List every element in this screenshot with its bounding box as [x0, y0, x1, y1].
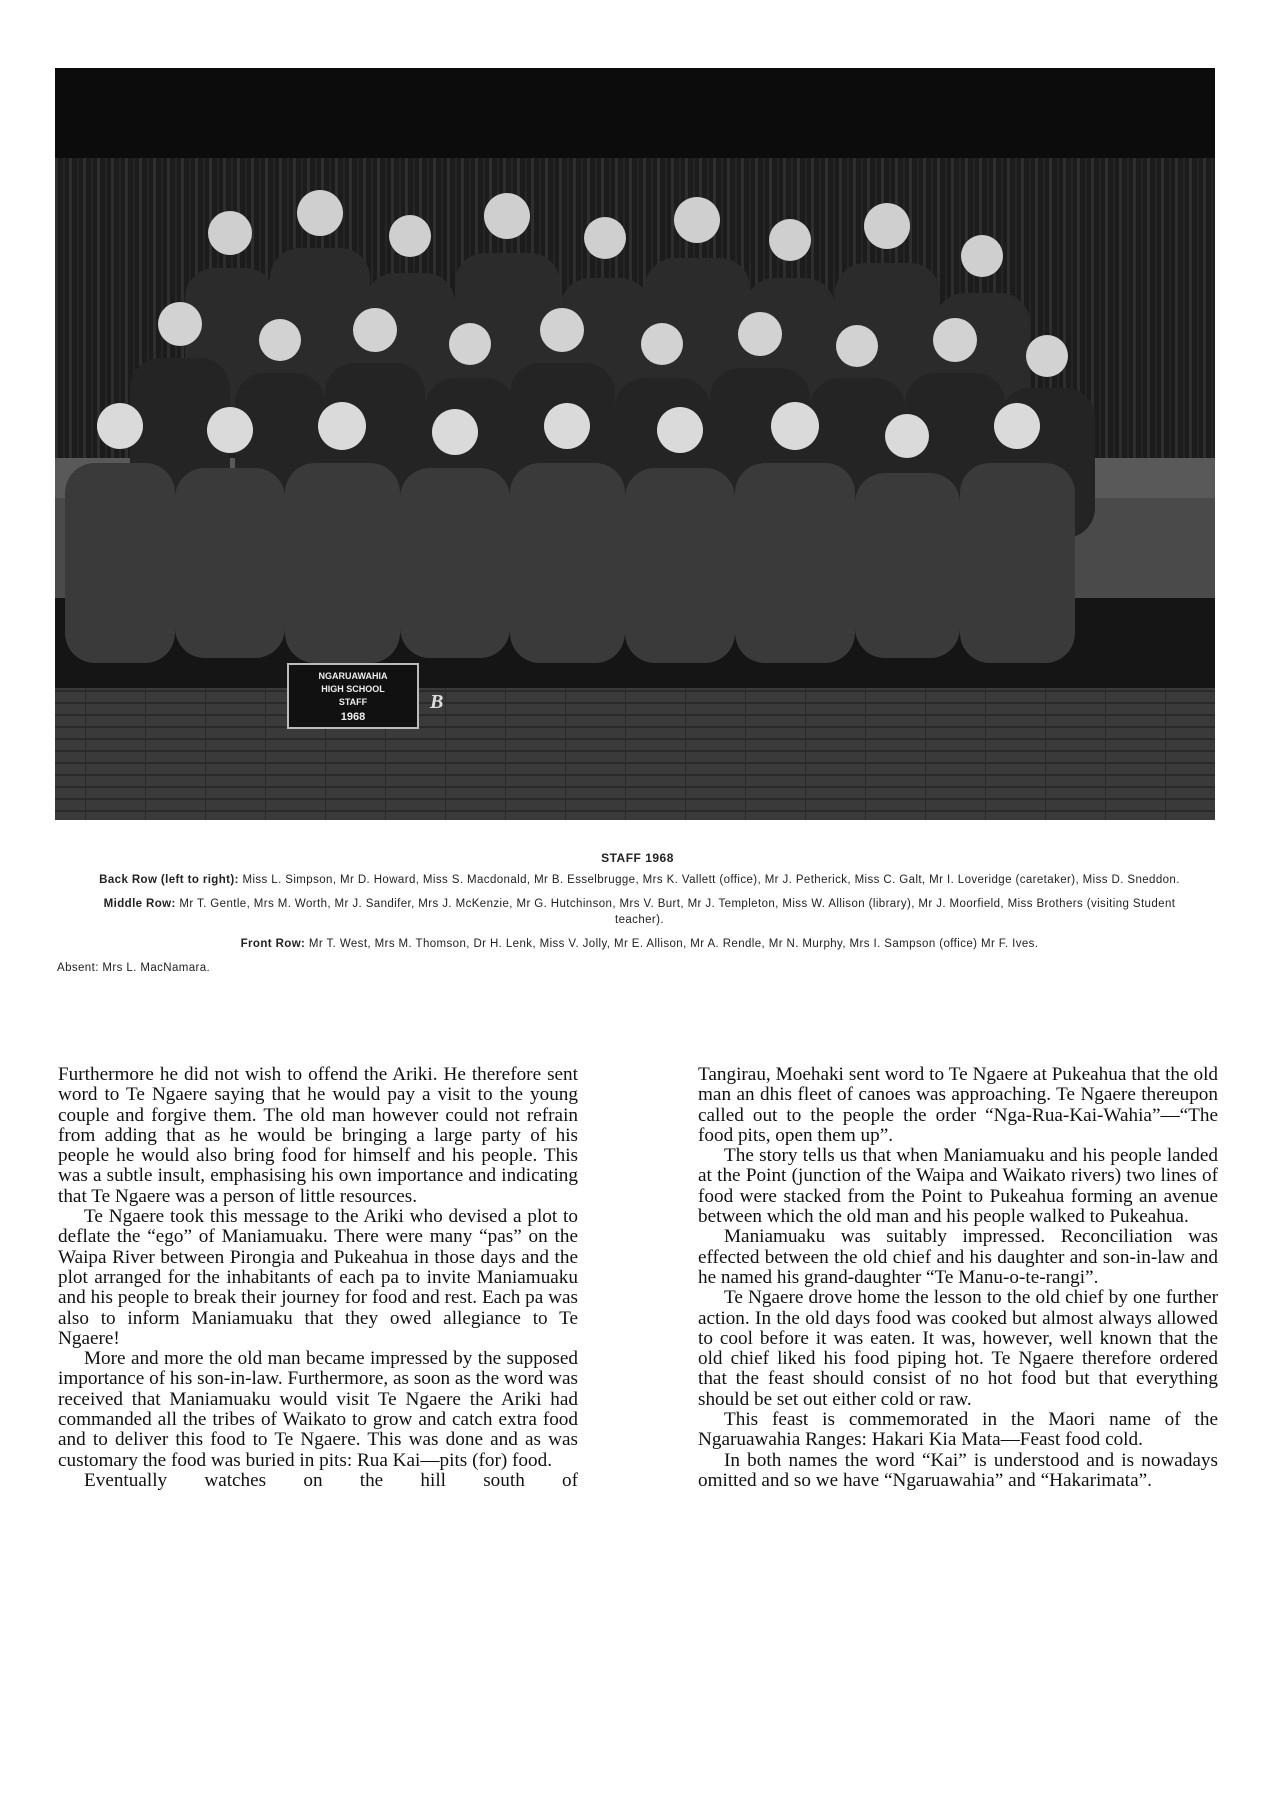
- front-row-names: Mr T. West, Mrs M. Thomson, Dr H. Lenk, Miss V. Jolly, Mr E. Allison, Mr A. Rendle, Mr N. Murphy, Mrs I. Sampson (office) Mr F. Ives.: [308, 938, 1039, 950]
- right-paragraph-2: The story tells us that when Maniamuaku and his people landed at the Point (junction of the Waipa and Waikato rivers) two lines of food were stacked from the Point to Pukeahua forming an avenue between which the old man and his people walked to Pukeahua.: [698, 1145, 1218, 1228]
- left-paragraph-4: Eventually watches on the hill south of: [84, 1469, 578, 1491]
- caption-front-row: [55, 936, 1220, 952]
- right-paragraph-1: Tangirau, Moehaki sent word to Te Ngaere at Pukeahua that the old man an dhis fleet of canoes was approaching. Te Ngaere thereupon called out to the people the order “Nga-Rua-Kai-Wahia”—“The food pits, open them up”.: [698, 1064, 1218, 1146]
- right-paragraph-4: Te Ngaere drove home the lesson to the old chief by one further action. In the old days food was cooked but almost always allowed to cool before it was eaten. It was, however, well known that the old chief liked his food piping hot. Te Ngaere therefore ordered that the feast should consist of no hot food but that everything should be set out either cold or raw.: [698, 1287, 1218, 1410]
- left-paragraph-3: More and more the old man became impressed by the supposed importance of his son-in-law. Furthermore, as soon as the word was received that Maniamuaku would visit Te Ngaere the Ariki had commanded all the tribes of Waikato to grow and catch extra food and to deliver this food to Te Ngaere. This was done and as was customary the food was buried in pits: Rua Kai—pits (for) food.: [58, 1348, 578, 1471]
- back-row-label: Back Row (left to right):: [99, 874, 239, 886]
- photo-caption: [55, 850, 1220, 976]
- staff-photo-graphic: [55, 68, 1215, 820]
- sign-line-1: NGARUAWAHIA: [318, 671, 388, 681]
- sign-line-3: STAFF: [338, 697, 368, 707]
- caption-absent: Absent: Mrs L. MacNamara.: [57, 962, 211, 974]
- front-row-people: [65, 402, 1075, 663]
- caption-middle-row: [55, 896, 1220, 928]
- right-paragraph-6: In both names the word “Kai” is understood and is nowadays omitted and so we have “Ngaruawahia” and “Hakarimata”.: [698, 1449, 1218, 1491]
- sign-line-4: 1968: [340, 711, 366, 723]
- sign-line-2: HIGH SCHOOL: [321, 684, 385, 694]
- middle-row-names: Mr T. Gentle, Mrs M. Worth, Mr J. Sandifer, Mrs J. McKenzie, Mr G. Hutchinson, Mrs V. Burt, Mr J. Templeton, Miss W. Allison (library), Mr J. Moorfield, Miss Brothers (visiting Student teacher).: [179, 898, 1176, 926]
- right-paragraph-5: This feast is commemorated in the Maori name of the Ngaruawahia Ranges: Hakari Kia Mata—Feast food cold.: [698, 1409, 1218, 1451]
- article-left-column: [58, 1065, 578, 1491]
- left-paragraph-1: Furthermore he did not wish to offend the Ariki. He therefore sent word to Te Ngaere saying that he would pay a visit to the young couple and forgive them. The old man however could not refrain from adding that as he would be bringing a large party of his people he would also bring food for himself and his people. This was a subtle insult, emphasising his own importance and indicating that Te Ngaere was a person of little resources.: [58, 1064, 578, 1207]
- right-paragraph-3: Maniamuaku was suitably impressed. Reconciliation was effected between the old chief and his daughter and son-in-law and he named his grand-daughter “Te Manu-o-te-rangi”.: [698, 1226, 1218, 1288]
- middle-row-label: Middle Row:: [103, 898, 176, 910]
- caption-title: STAFF 1968: [601, 851, 674, 865]
- name-sign: [288, 664, 418, 728]
- photo-corner-mark: B: [430, 691, 444, 713]
- staff-photo: [55, 68, 1215, 820]
- caption-back-row: [55, 872, 1220, 888]
- front-row-label: Front Row:: [240, 938, 306, 950]
- left-paragraph-2: Te Ngaere took this message to the Ariki who devised a plot to deflate the “ego” of Maniamuaku. There were many “pas” on the Waipa River between Pirongia and Pukeahua in those days and the plot arranged for the inhabitants of each pa to invite Maniamuaku and his people to break their journey for food and rest. Each pa was also to inform Maniamuaku that they owed allegiance to Te Ngaere!: [58, 1206, 578, 1349]
- back-row-names: Miss L. Simpson, Mr D. Howard, Miss S. Macdonald, Mr B. Esselbrugge, Mrs K. Vallett (office), Mr J. Petherick, Miss C. Galt, Mr I. Loveridge (caretaker), Miss D. Sneddon.: [242, 874, 1180, 886]
- article-right-column: [698, 1065, 1218, 1491]
